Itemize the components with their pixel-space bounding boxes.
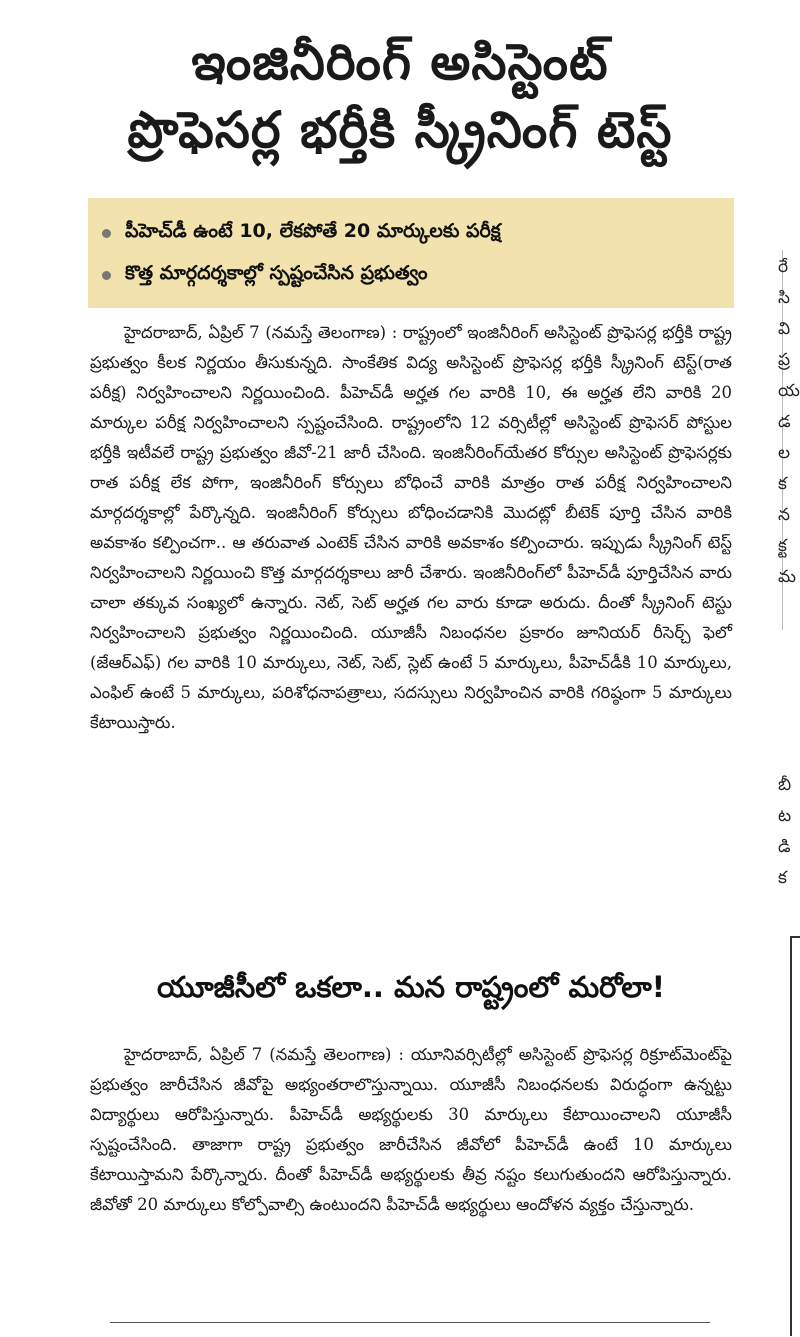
adjacent-column-text-top: రే సి వి ప్ర య డ ల క న క్ట మ bbox=[778, 257, 800, 587]
bottom-divider bbox=[110, 1322, 710, 1323]
highlight-text: కొత్త మార్గదర్శకాల్లో స్పష్టంచేసిన ప్రభుత్వం bbox=[125, 261, 428, 284]
adjacent-column-text-bottom: బీ ట డి క bbox=[778, 775, 792, 888]
adjacent-box-border bbox=[790, 936, 800, 1336]
highlights-box bbox=[88, 198, 734, 308]
subheadline: యూజీసీలో ఒకలా.. మన రాష్ట్రంలో మరోలా! bbox=[156, 970, 665, 1004]
headline-line-1: ఇంజినీరింగ్ అసిస్టెంట్ bbox=[191, 33, 609, 91]
highlight-item bbox=[102, 212, 720, 254]
bullet-dot-icon bbox=[102, 271, 111, 280]
article-body-secondary: హైదరాబాద్, ఏప్రిల్ 7 (నమస్తే తెలంగాణ) : యూనివర్సిటీల్లో అసిస్టెంట్ ప్రొఫెసర్ల రిక్రూట్‌మెంట్‌పై ప్రభుత్వం జారీచేసిన జీవోపై అభ్యంతరాలొస్తున్నాయి. యూజీసీ నిబంధనలకు విరుద్ధంగా ఉన్నట్టు విద్యార్థులు ఆరోపిస్తున్నారు. పీహెచ్‌డీ అభ్యర్థులకు 30 మార్కులు కేటాయించాలని యూజీసీ స్పష్టంచేసింది. తాజాగా రాష్ట్ర ప్రభుత్వం జారీచేసిన జీవోలో పీహెచ్‌డీ ఉంటే 10 మార్కులు కేటాయిస్తామని పేర్కొన్నారు. దీంతో పీహెచ్‌డీ అభ్యర్థులకు తీవ్ర నష్టం కలుగుతుందని ఆరోపిస్తున్నారు. జీవోతో 20 మార్కులు కోల్పోవాల్సి ఉంటుందని పీహెచ్‌డీ అభ్యర్థులు ఆందోళన వ్యక్తం చేస్తున్నారు. bbox=[90, 1045, 732, 1214]
bullet-dot-icon bbox=[102, 229, 111, 238]
article-body-main: హైదరాబాద్, ఏప్రిల్ 7 (నమస్తే తెలంగాణ) : రాష్ట్రంలో ఇంజినీరింగ్ అసిస్టెంట్ ప్రొఫెసర్ల భర్తీకి రాష్ట్ర ప్రభుత్వం కీలక నిర్ణయం తీసుకున్నది. సాంకేతిక విద్య అసిస్టెంట్ ప్రొఫెసర్ల భర్తీకి స్క్రీనింగ్ టెస్ట్(రాత పరీక్ష) నిర్వహించాలని నిర్ణయించింది. పీహెచ్‌డీ అర్హత గల వారికి 10, ఈ అర్హత లేని వారికి 20 మార్కుల పరీక్ష నిర్వహించాలని స్పష్టంచేసింది. రాష్ట్రంలోని 12 వర్సిటీల్లో అసిస్టెంట్ ప్రొఫెసర్ పోస్టుల భర్తీకి ఇటీవలే రాష్ట్ర ప్రభుత్వం జీవో-21 జారీ చేసింది. ఇంజినీరింగ్‌యేతర కోర్సుల అసిస్టెంట్ ప్రొఫెసర్లకు రాత పరీక్ష లేక పోగా, ఇంజినీరింగ్ కోర్సులు బోధించే వారికి మాత్రం రాత పరీక్ష నిర్వహించాలని మార్గదర్శకాల్లో పేర్కొన్నది. ఇంజినీరింగ్ కోర్సులు బోధించడానికి మొదట్లో బీటెక్ పూర్తి చేసిన వారికి అవకాశం కల్పించగా.. ఆ తరువాత ఎంటెక్ చేసిన వారికి అవకాశం కల్పించారు. ఇప్పుడు స్క్రీనింగ్ టెస్ట్ నిర్వహించాలని నిర్ణయించి కొత్త మార్గదర్శకాలు జారీ చేశారు. ఇంజినీరింగ్‌లో పీహెచ్‌డీ పూర్తిచేసిన వారు చాలా తక్కువ సంఖ్యలో ఉన్నారు. నెట్, సెట్ అర్హత గల వారు కూడా అరుదు. దీంతో స్క్రీనింగ్ టెస్టు నిర్వహించాలని ప్రభుత్వం నిర్ణయించింది. యూజీసీ నిబంధనల ప్రకారం జూనియర్ రీసెర్చ్ ఫెలో (జేఆర్‌ఎఫ్) గల వారికి 10 మార్కులు, నెట్, సెట్, స్లెట్ ఉంటే 5 మార్కులు, పీహెచ్‌డీకి 10 మార్కులు, ఎంఫిల్ ఉంటే 5 మార్కులు, పరిశోధనాపత్రాలు, సదస్సులు నిర్వహించిన వారికి గరిష్ఠంగా 5 మార్కులు కేటాయిస్తారు. bbox=[90, 323, 732, 732]
highlight-item bbox=[102, 254, 720, 296]
headline-line-2: ప్రొఫెసర్ల భర్తీకి స్క్రీనింగ్ టెస్ట్ bbox=[127, 101, 673, 159]
highlight-text: పీహెచ్‌డీ ఉంటే 10, లేకపోతే 20 మార్కులకు పరీక్ష bbox=[125, 219, 501, 242]
headline bbox=[40, 28, 760, 164]
